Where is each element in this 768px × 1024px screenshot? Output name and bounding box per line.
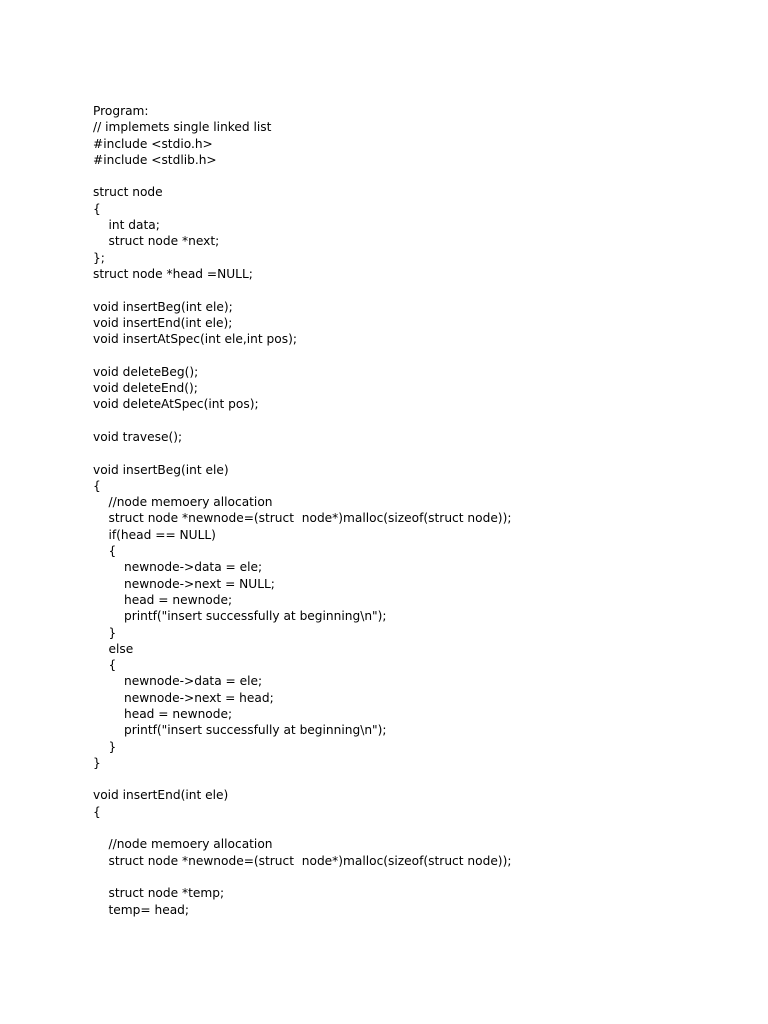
code-line: struct node *head =NULL; [93,266,253,281]
code-line [93,820,733,836]
code-line: struct node *newnode=(struct node*)malloc(sizeof(struct node)); [93,511,512,526]
code-line: temp= head; [93,902,190,917]
code-line: head = newnode; [93,706,233,721]
code-line: struct node *newnode=(struct node*)malloc(sizeof(struct node)); [93,853,512,868]
code-line: struct node *next; [93,234,220,249]
code-line: { [93,804,101,819]
code-line: head = newnode; [93,592,233,607]
code-line: //node memoery allocation [93,495,273,510]
code-line: // implemets single linked list [93,120,272,135]
code-line: printf("insert successfully at beginning\n"); [93,723,387,738]
code-line: struct node [93,185,163,200]
code-line [93,869,733,885]
code-line: #include <stdlib.h> [93,152,217,167]
code-line: void deleteEnd(); [93,381,198,396]
code-line: void insertEnd(int ele); [93,315,233,330]
code-line: void insertBeg(int ele) [93,462,229,477]
code-line [93,168,733,184]
code-line: else [93,641,134,656]
code-line: newnode->data = ele; [93,560,263,575]
code-line: int data; [93,218,160,233]
code-line: Program: [93,104,149,118]
code-line: } [93,755,101,770]
code-line: { [93,478,101,493]
code-line: void insertAtSpec(int ele,int pos); [93,332,297,347]
code-line: printf("insert successfully at beginning\n"); [93,609,387,624]
code-line: }; [93,250,105,265]
code-line: } [93,625,117,640]
code-line [93,445,733,461]
code-line: //node memoery allocation [93,837,273,852]
code-line: void travese(); [93,429,183,444]
code-line: void insertEnd(int ele) [93,788,229,803]
code-line: struct node *temp; [93,886,225,901]
code-line: newnode->next = head; [93,690,274,705]
code-line: #include <stdio.h> [93,136,213,151]
code-line: void deleteBeg(); [93,364,199,379]
code-line: { [93,544,117,559]
code-line: newnode->data = ele; [93,674,263,689]
code-line: { [93,201,101,216]
code-line: void deleteAtSpec(int pos); [93,397,259,412]
code-line [93,282,733,298]
code-listing [93,103,733,918]
code-line [93,413,733,429]
code-line: if(head == NULL) [93,527,216,542]
code-line: void insertBeg(int ele); [93,299,233,314]
code-line: newnode->next = NULL; [93,576,275,591]
code-line: } [93,739,117,754]
code-line: { [93,658,117,673]
code-line [93,771,733,787]
code-line [93,347,733,363]
